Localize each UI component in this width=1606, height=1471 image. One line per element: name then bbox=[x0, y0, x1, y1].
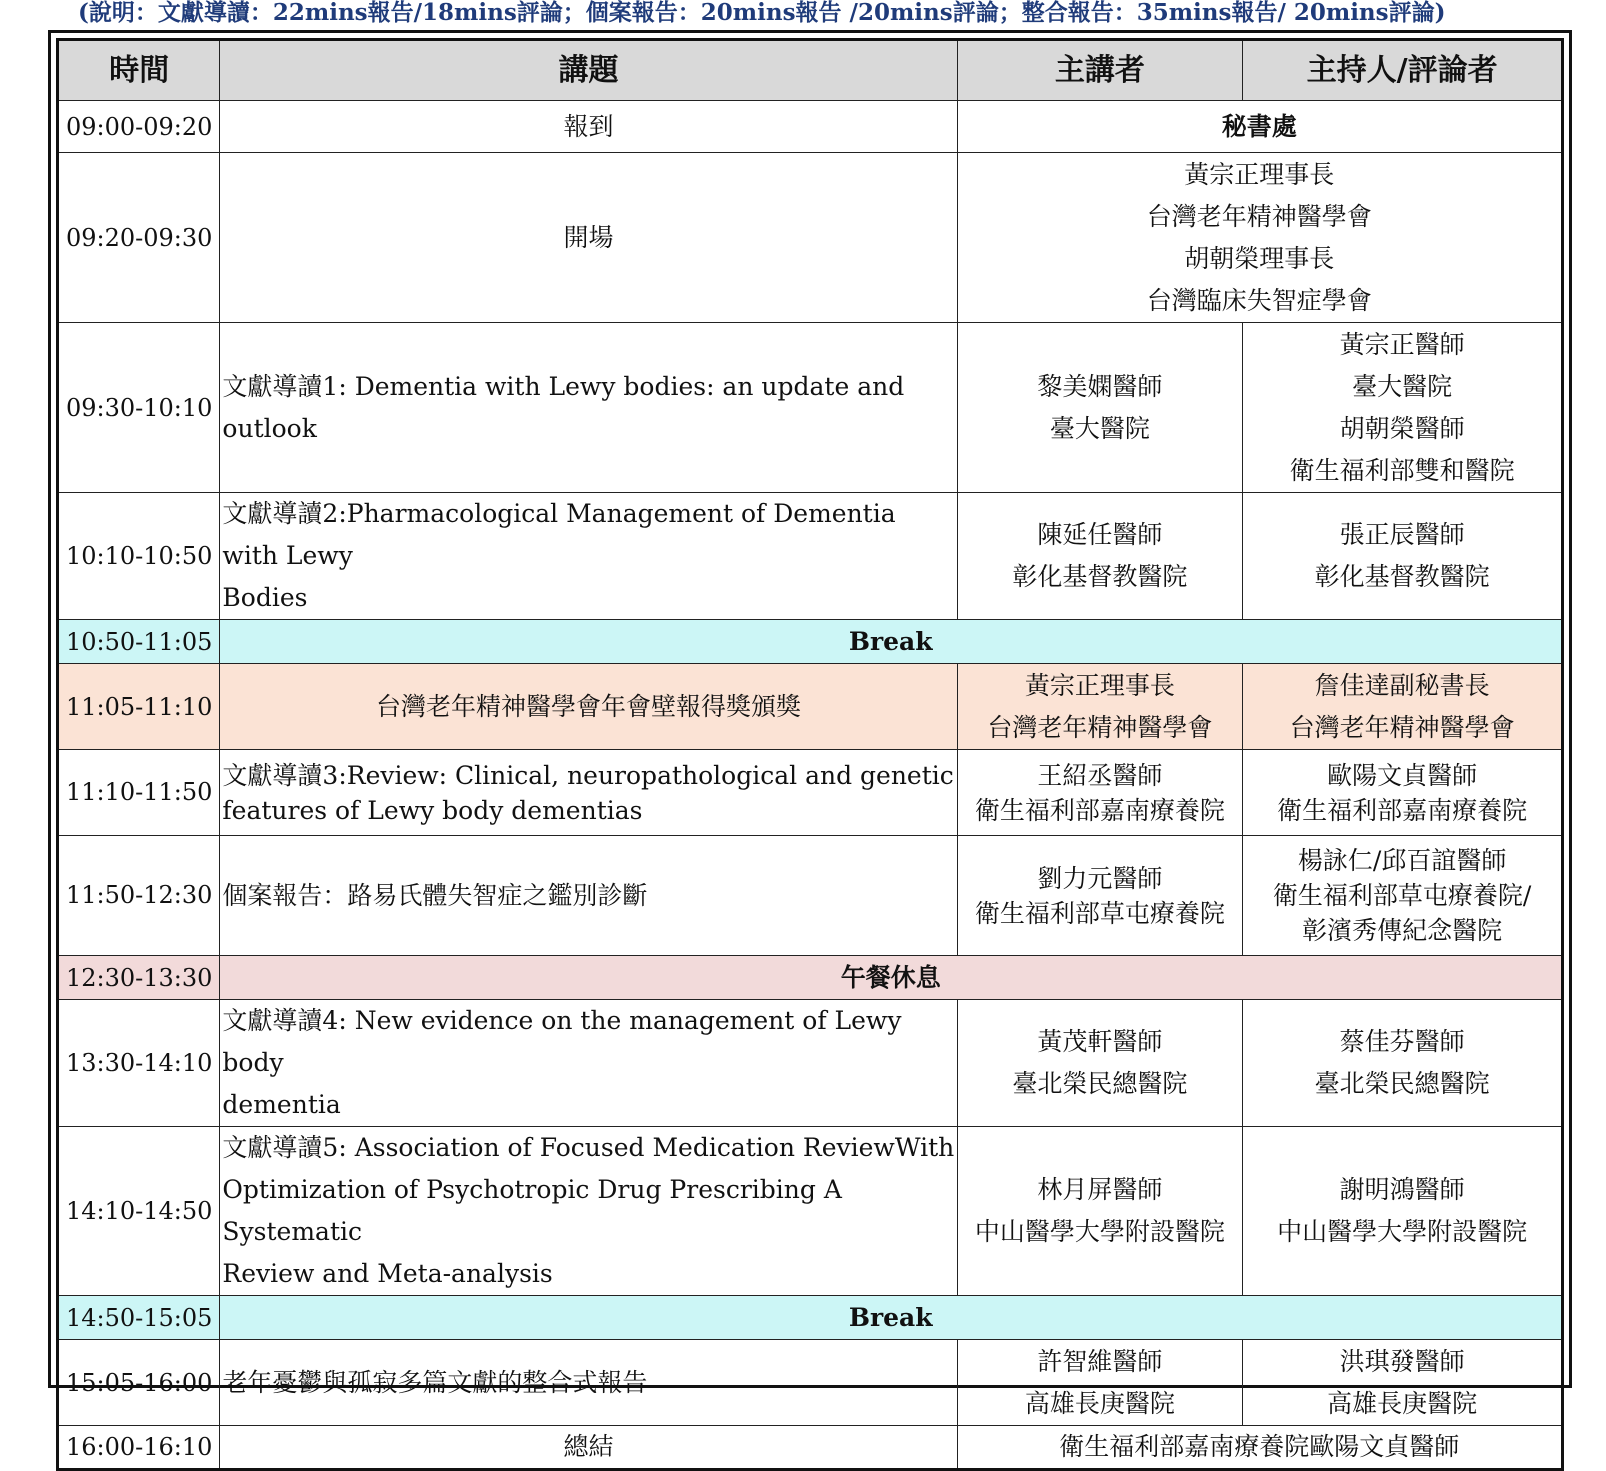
speaker-name: 王紹丞醫師 bbox=[1037, 760, 1163, 790]
speaker-cell bbox=[957, 493, 1243, 620]
header-topic: 講題 bbox=[220, 40, 957, 101]
speaker-name: 林月屏醫師 bbox=[1037, 1175, 1163, 1204]
topic-line: 文獻導讀4: New evidence on the management of Lewy body bbox=[222, 1006, 902, 1077]
moderator-name: 詹佳達副秘書長 bbox=[1314, 670, 1490, 700]
time-cell: 09:30-10:10 bbox=[58, 323, 220, 493]
agenda-table bbox=[56, 38, 1564, 1471]
speaker-affiliation: 衛生福利部嘉南療養院 bbox=[974, 795, 1225, 825]
speaker-name: 黃茂軒醫師 bbox=[1037, 1027, 1163, 1056]
moderator-affiliation: 高雄長庚醫院 bbox=[1327, 1388, 1478, 1418]
time-cell: 10:50-11:05 bbox=[58, 620, 220, 664]
table-row bbox=[58, 1127, 1563, 1296]
speaker-affiliation: 台灣老年精神醫學會 bbox=[987, 712, 1213, 742]
topic-cell: 開場 bbox=[220, 153, 957, 323]
speaker-cell bbox=[957, 836, 1243, 956]
moderator-cell bbox=[1243, 1000, 1563, 1127]
table-row bbox=[58, 1340, 1563, 1426]
time-cell: 09:20-09:30 bbox=[58, 153, 220, 323]
topic-cell: 個案報告：路易氏體失智症之鑑別診斷 bbox=[220, 836, 957, 956]
topic-cell: 台灣老年精神醫學會年會壁報得獎頒獎 bbox=[220, 664, 957, 750]
table-row bbox=[58, 153, 1563, 323]
moderator-line: 衛生福利部草屯療養院/ bbox=[1272, 881, 1532, 910]
moderator-line: 黃宗正醫師 bbox=[1339, 329, 1465, 359]
moderator-cell bbox=[1243, 493, 1563, 620]
speaker-affiliation: 中山醫學大學附設醫院 bbox=[974, 1217, 1225, 1246]
topic-cell bbox=[220, 750, 957, 836]
moderator-cell bbox=[1243, 750, 1563, 836]
table-row bbox=[58, 1426, 1563, 1470]
speaker-name: 黃宗正理事長 bbox=[1024, 670, 1175, 700]
speaker-affiliation: 高雄長庚醫院 bbox=[1024, 1388, 1175, 1418]
moderator-line: 楊詠仁/邱百誼醫師 bbox=[1297, 846, 1507, 875]
moderator-name: 張正辰醫師 bbox=[1339, 520, 1465, 549]
time-cell: 16:00-16:10 bbox=[58, 1426, 220, 1470]
table-row bbox=[58, 323, 1563, 493]
time-cell: 10:10-10:50 bbox=[58, 493, 220, 620]
topic-line: Optimization of Psychotropic Drug Prescribing A Systematic bbox=[222, 1175, 842, 1246]
topic-line: Bodies bbox=[222, 583, 308, 612]
time-cell: 15:05-16:00 bbox=[58, 1340, 220, 1426]
time-cell: 11:10-11:50 bbox=[58, 750, 220, 836]
moderator-name: 洪琪發醫師 bbox=[1339, 1346, 1465, 1376]
topic-line: features of Lewy body dementias bbox=[222, 795, 643, 825]
speaker-name: 黎美嫻醫師 bbox=[1037, 371, 1163, 401]
speaker-affiliation: 衛生福利部草屯療養院 bbox=[974, 898, 1225, 928]
topic-cell bbox=[220, 493, 957, 620]
speaker-name: 許智維醫師 bbox=[1037, 1346, 1163, 1376]
topic-cell: 報到 bbox=[220, 101, 957, 153]
break-row bbox=[58, 620, 1563, 664]
speaker-cell bbox=[957, 750, 1243, 836]
host-cell bbox=[957, 153, 1563, 323]
speaker-cell bbox=[957, 1127, 1243, 1296]
table-row bbox=[58, 101, 1563, 153]
time-cell: 13:30-14:10 bbox=[58, 1000, 220, 1127]
lunch-label: 午餐休息 bbox=[220, 956, 1563, 1000]
topic-line: 文獻導讀3:Review: Clinical, neuropathological and genetic bbox=[222, 760, 954, 790]
table-row bbox=[58, 836, 1563, 956]
table-row bbox=[58, 750, 1563, 836]
duration-note: (說明：文獻導讀：22mins報告/18mins評論；個案報告：20mins報告 /20mins評論；整合報告：35mins報告/ 20mins評論) bbox=[78, 0, 1446, 26]
moderator-line: 衛生福利部雙和醫院 bbox=[1289, 455, 1515, 485]
topic-cell bbox=[220, 1000, 957, 1127]
speaker-cell bbox=[957, 1000, 1243, 1127]
topic-line: Review and Meta-analysis bbox=[222, 1259, 553, 1288]
topic-line: 文獻導讀2:Pharmacological Management of Dementia with Lewy bbox=[222, 499, 896, 570]
host-line: 胡朝榮理事長 bbox=[1184, 243, 1335, 273]
topic-cell bbox=[220, 1127, 957, 1296]
moderator-line: 彰濱秀傳紀念醫院 bbox=[1302, 916, 1503, 945]
speaker-cell bbox=[957, 1340, 1243, 1426]
topic-line: 文獻導讀1: Dementia with Lewy bodies: an update and bbox=[222, 371, 905, 401]
header-speaker: 主講者 bbox=[957, 40, 1243, 101]
break-label: Break bbox=[220, 1296, 1563, 1340]
moderator-line: 臺大醫院 bbox=[1352, 371, 1453, 401]
break-label: Break bbox=[220, 620, 1563, 664]
header-moderator: 主持人/評論者 bbox=[1243, 40, 1563, 101]
header-time: 時間 bbox=[58, 40, 220, 101]
host-line: 台灣老年精神醫學會 bbox=[1146, 201, 1372, 231]
time-cell: 09:00-09:20 bbox=[58, 101, 220, 153]
speaker-affiliation: 彰化基督教醫院 bbox=[1012, 562, 1188, 591]
moderator-affiliation: 臺北榮民總醫院 bbox=[1314, 1069, 1490, 1098]
host-cell: 秘書處 bbox=[957, 101, 1563, 153]
moderator-cell bbox=[1243, 664, 1563, 750]
award-row bbox=[58, 664, 1563, 750]
moderator-affiliation: 衛生福利部嘉南療養院 bbox=[1277, 795, 1528, 825]
topic-line: dementia bbox=[222, 1090, 341, 1119]
time-cell: 12:30-13:30 bbox=[58, 956, 220, 1000]
moderator-cell bbox=[1243, 836, 1563, 956]
moderator-cell bbox=[1243, 1340, 1563, 1426]
host-cell: 衛生福利部嘉南療養院歐陽文貞醫師 bbox=[957, 1426, 1563, 1470]
speaker-name: 劉力元醫師 bbox=[1037, 863, 1163, 893]
time-cell: 11:05-11:10 bbox=[58, 664, 220, 750]
break-row bbox=[58, 1296, 1563, 1340]
moderator-cell bbox=[1243, 1127, 1563, 1296]
moderator-cell bbox=[1243, 323, 1563, 493]
header-row bbox=[58, 40, 1563, 101]
host-line: 台灣臨床失智症學會 bbox=[1146, 285, 1372, 315]
topic-cell bbox=[220, 323, 957, 493]
speaker-cell bbox=[957, 664, 1243, 750]
topic-cell: 總結 bbox=[220, 1426, 957, 1470]
moderator-name: 謝明鴻醫師 bbox=[1339, 1175, 1465, 1204]
topic-line: 文獻導讀5: Association of Focused Medication ReviewWith bbox=[222, 1133, 955, 1162]
moderator-affiliation: 中山醫學大學附設醫院 bbox=[1277, 1217, 1528, 1246]
moderator-line: 胡朝榮醫師 bbox=[1339, 413, 1465, 443]
topic-cell: 老年憂鬱與孤寂多篇文獻的整合式報告 bbox=[220, 1340, 957, 1426]
speaker-affiliation: 臺大醫院 bbox=[1049, 413, 1150, 443]
topic-line: outlook bbox=[222, 413, 317, 443]
moderator-name: 蔡佳芬醫師 bbox=[1339, 1027, 1465, 1056]
speaker-name: 陳延任醫師 bbox=[1037, 520, 1163, 549]
time-cell: 11:50-12:30 bbox=[58, 836, 220, 956]
table-row bbox=[58, 1000, 1563, 1127]
speaker-cell bbox=[957, 323, 1243, 493]
table-row bbox=[58, 493, 1563, 620]
moderator-affiliation: 台灣老年精神醫學會 bbox=[1289, 712, 1515, 742]
lunch-row bbox=[58, 956, 1563, 1000]
moderator-name: 歐陽文貞醫師 bbox=[1327, 760, 1478, 790]
time-cell: 14:50-15:05 bbox=[58, 1296, 220, 1340]
speaker-affiliation: 臺北榮民總醫院 bbox=[1012, 1069, 1188, 1098]
time-cell: 14:10-14:50 bbox=[58, 1127, 220, 1296]
host-line: 黃宗正理事長 bbox=[1184, 159, 1335, 189]
moderator-affiliation: 彰化基督教醫院 bbox=[1314, 562, 1490, 591]
